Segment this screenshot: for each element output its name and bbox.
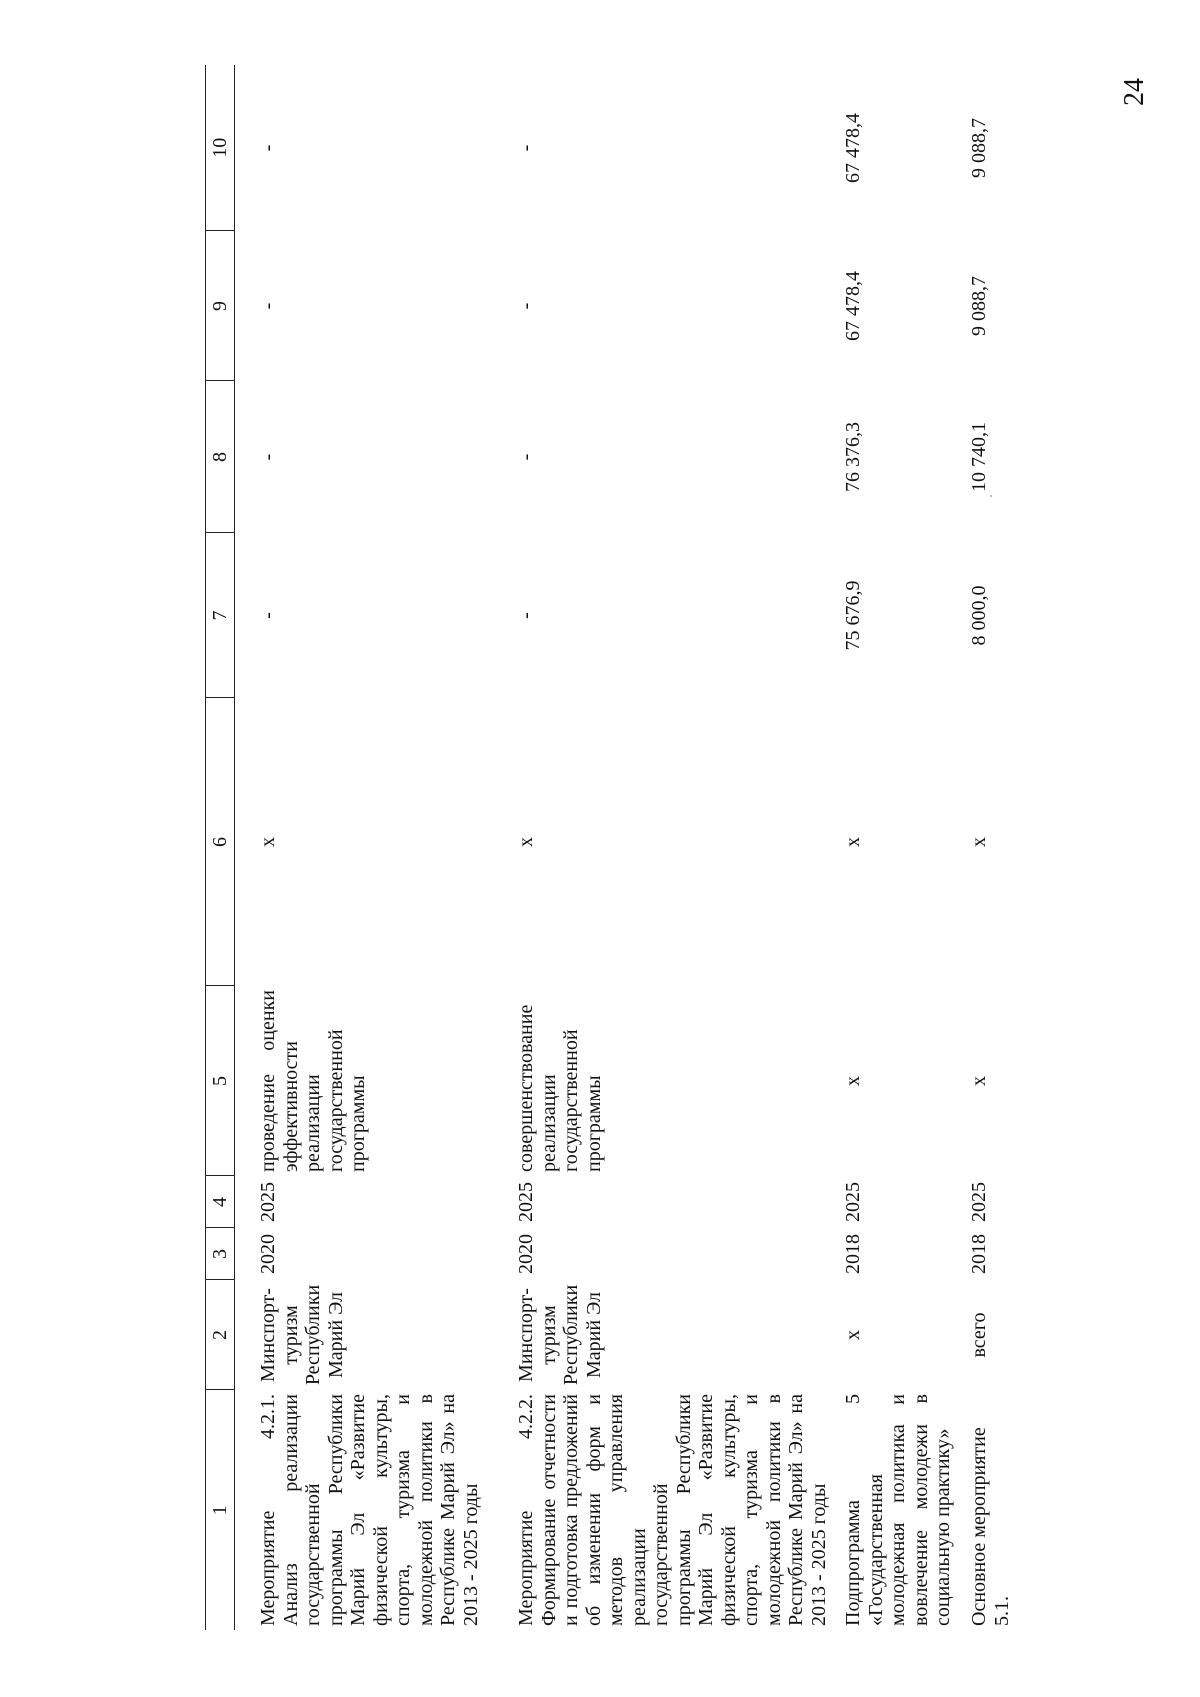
table-row bbox=[962, 65, 1013, 1630]
col-header-7: 7 bbox=[206, 533, 235, 698]
expected-result-cell: проведение оценки эффективности реализации государственной программы bbox=[257, 990, 369, 1172]
col8-cell: 76 376,3 bbox=[842, 422, 864, 492]
header-row bbox=[206, 65, 235, 1630]
end-year-cell: 2025 bbox=[515, 1182, 537, 1222]
col-header-1: 1 bbox=[206, 1390, 235, 1630]
table-row bbox=[507, 65, 830, 1630]
col9-cell: - bbox=[515, 302, 537, 310]
col7-cell: 8 000,0 bbox=[968, 585, 990, 646]
col-header-5: 5 bbox=[206, 986, 235, 1176]
executor-cell: всего bbox=[968, 1312, 990, 1358]
measure-name-cell: Мероприятие 4.2.1. Анализ реализации государственной программы Республики Марий Эл «Развитие физической культуры, спорта, туризма и молодежной политики в Республике Марий Эл» на 2013 - 2025 годы bbox=[257, 1394, 482, 1626]
col-header-6: 6 bbox=[206, 698, 235, 986]
col6-cell: x bbox=[257, 837, 279, 847]
col8-cell: 10 740,1 bbox=[968, 422, 990, 492]
start-year-cell: 2018 bbox=[842, 1234, 864, 1274]
col9-cell: - bbox=[257, 302, 279, 310]
col-header-2: 2 bbox=[206, 1280, 235, 1390]
rotated-table-wrapper bbox=[205, 65, 1013, 1630]
page-number: 24 bbox=[1119, 78, 1150, 106]
col7-cell: - bbox=[257, 612, 279, 619]
end-year-cell: 2025 bbox=[968, 1182, 990, 1222]
col-header-3: 3 bbox=[206, 1228, 235, 1280]
col10-cell: - bbox=[257, 144, 279, 152]
col8-cell: - bbox=[257, 453, 279, 461]
col10-cell: 9 088,7 bbox=[968, 118, 990, 178]
executor-cell: Минспорт-туризм Республики Марий Эл bbox=[515, 1284, 605, 1386]
expected-result-cell: x bbox=[968, 1076, 990, 1086]
col6-cell: x bbox=[515, 837, 537, 847]
measure-name-cell: Подпрограмма 5 «Государственная молодежная политика и вовлечение молодежи в социальную практику» bbox=[842, 1394, 954, 1626]
end-year-cell: 2025 bbox=[257, 1182, 279, 1222]
col-header-10: 10 bbox=[206, 65, 235, 231]
executor-cell: Минспорт-туризм Республики Марий Эл bbox=[257, 1284, 347, 1386]
col-header-8: 8 bbox=[206, 381, 235, 533]
col7-cell: - bbox=[515, 612, 537, 619]
col9-cell: 9 088,7 bbox=[968, 276, 990, 336]
col6-cell: x bbox=[968, 837, 990, 847]
col-header-9: 9 bbox=[206, 231, 235, 381]
expected-result-cell: x bbox=[842, 1076, 864, 1086]
end-year-cell: 2025 bbox=[842, 1182, 864, 1222]
table-row bbox=[830, 65, 962, 1630]
col10-cell: 67 478,4 bbox=[842, 113, 864, 183]
col6-cell: x bbox=[842, 837, 864, 847]
measure-name-cell: Мероприятие 4.2.2. Формирование отчетности и подготовка предложений об изменении форм и методов управления реализации государственной программы Республики Марий Эл «Развитие физической культуры, спорта, туризма и молодежной политики в Республике Марий Эл» на 2013 - 2025 годы bbox=[515, 1394, 830, 1626]
col10-cell: - bbox=[515, 144, 537, 152]
col8-cell: - bbox=[515, 453, 537, 461]
col9-cell: 67 478,4 bbox=[842, 271, 864, 341]
start-year-cell: 2020 bbox=[257, 1234, 279, 1274]
start-year-cell: 2018 bbox=[968, 1234, 990, 1274]
table-row bbox=[235, 65, 508, 1630]
executor-cell: x bbox=[842, 1330, 864, 1340]
col7-cell: 75 676,9 bbox=[842, 580, 864, 651]
col-header-4: 4 bbox=[206, 1176, 235, 1228]
start-year-cell: 2020 bbox=[515, 1234, 537, 1274]
expected-result-cell: совершенствование реализации государственной программы bbox=[515, 1004, 605, 1172]
program-table bbox=[205, 65, 1013, 1630]
measure-name-cell: Основное мероприятие 5.1. bbox=[968, 1427, 1013, 1626]
